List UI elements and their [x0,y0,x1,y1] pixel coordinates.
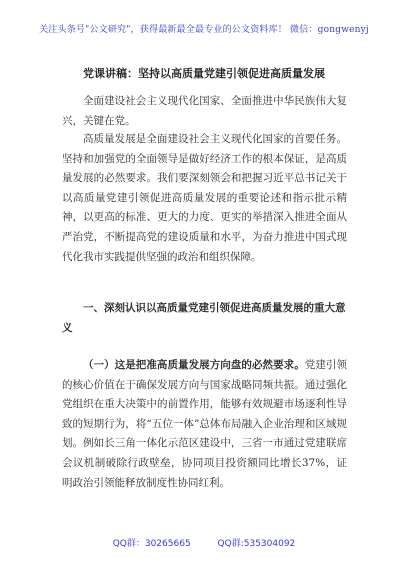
footer-qq-group-2: QQ群:535304092 [217,539,296,549]
subsection-heading: （一）这是把准高质量发展方向盘的必然要求。 [83,359,305,371]
subsection-block [62,356,347,493]
footer [0,536,408,549]
paragraph-main: 高质量发展是全面建设社会主义现代化国家的首要任务。坚持和加强党的全面领导是做好经济工作的根本保证，是高质量发展的必然要求。我们要深刻领会和把握习近平总书记关于以高质量党建引领促进高质量发展的重要论述和指示批示精神，以更高的标准、更大的力度、更实的举措深入推进全面从严治党，不断提高党的建设质量和水平，为奋力推进中国式现代化我市实践提供坚强的政治和组织保障。 [62,133,347,263]
document-title: 党课讲稿：坚持以高质量党建引领促进高质量发展 [83,67,325,80]
paragraph-intro: 全面建设社会主义现代化国家、全面推进中华民族伟大复兴，关键在党。 [62,95,347,127]
subsection-text: 党建引领的核心价值在于确保发展方向与国家战略同频共振。通过强化党组织在重大决策中的前置作用，能够有效规避市场逐利性导致的短期行为，将“五位一体”总体布局融入企业治理和区域规划。例如长三角一体化示范区建设中，三省一市通过党建联席会议机制破除行政壁垒，协同项目投资额同比增长37%，证明政治引领能释放制度性协同红利。 [62,359,347,489]
footer-qq-group-1: QQ群：30265665 [112,539,191,549]
promo-header: 关注头条号"公文研究"，获得最新最全最专业的公文资料库！ 微信：gongwenyj [39,25,369,35]
section-heading: 一、深刻认识以高质量党建引领促进高质量发展的重大意义 [62,302,346,334]
